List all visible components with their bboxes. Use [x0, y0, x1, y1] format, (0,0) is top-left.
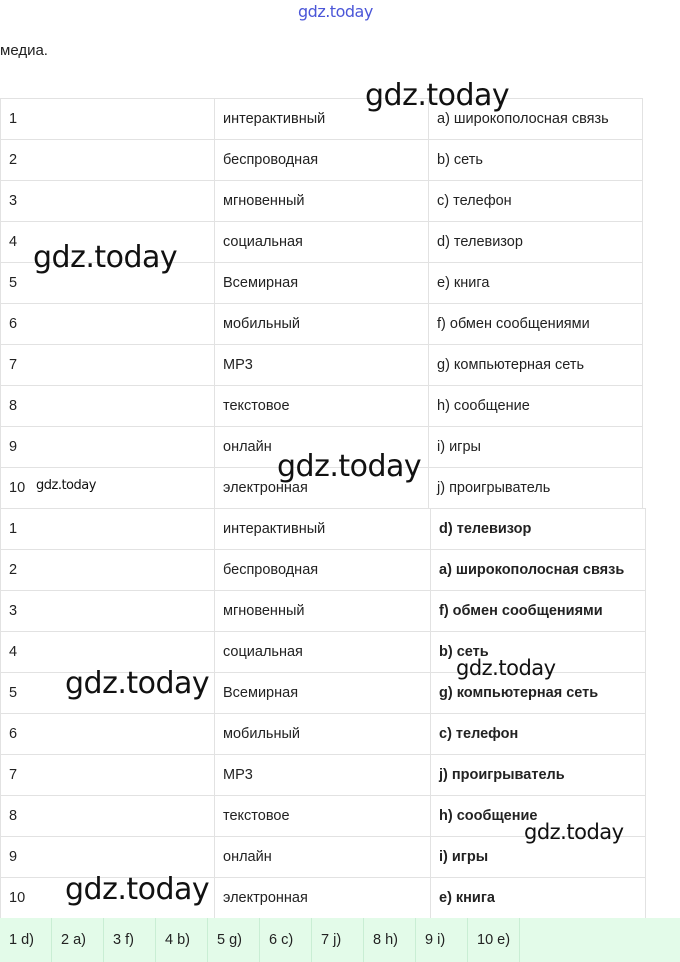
answer-item: 6 c)	[260, 918, 312, 962]
table-row	[1, 673, 646, 714]
row-word: социальная	[215, 222, 429, 263]
table-row	[1, 878, 646, 919]
row-match: f) обмен сообщениями	[431, 591, 646, 632]
row-word: текстовое	[215, 796, 431, 837]
row-match: b) сеть	[431, 632, 646, 673]
table-row	[1, 304, 643, 345]
answer-item: 5 g)	[208, 918, 260, 962]
watermark: gdz.today	[524, 820, 624, 844]
row-word: мгновенный	[215, 181, 429, 222]
row-word: социальная	[215, 632, 431, 673]
row-word: интерактивный	[215, 509, 431, 550]
watermark: gdz.today	[36, 478, 96, 493]
row-word: электронная	[215, 878, 431, 919]
row-number: 9	[1, 837, 215, 878]
row-number: 10	[1, 878, 215, 919]
row-number: 5	[1, 263, 215, 304]
row-word: мгновенный	[215, 591, 431, 632]
row-match: d) телевизор	[429, 222, 643, 263]
table-row	[1, 796, 646, 837]
row-word: беспроводная	[215, 140, 429, 181]
row-match: e) книга	[431, 878, 646, 919]
row-number: 1	[1, 509, 215, 550]
row-word: текстовое	[215, 386, 429, 427]
table-row	[1, 550, 646, 591]
row-match: g) компьютерная сеть	[431, 673, 646, 714]
answer-item: 7 j)	[312, 918, 364, 962]
row-match: b) сеть	[429, 140, 643, 181]
watermark: gdz.today	[65, 872, 210, 907]
row-number: 5	[1, 673, 215, 714]
table-row	[1, 263, 643, 304]
row-word: Всемирная	[215, 673, 431, 714]
matching-table-exercise	[0, 98, 643, 509]
table-row	[1, 591, 646, 632]
answer-item: 8 h)	[364, 918, 416, 962]
table-row	[1, 140, 643, 181]
answer-item: 10 e)	[468, 918, 520, 962]
answer-item: 9 i)	[416, 918, 468, 962]
answer-key-row	[0, 918, 680, 962]
table-row	[1, 468, 643, 509]
matching-table-answers	[0, 508, 646, 919]
row-match: i) игры	[429, 427, 643, 468]
row-match: i) игры	[431, 837, 646, 878]
row-number: 10	[1, 468, 215, 509]
row-number: 4	[1, 222, 215, 263]
table-row	[1, 632, 646, 673]
intro-text: медиа.	[0, 42, 48, 59]
table-row	[1, 345, 643, 386]
answer-item: 3 f)	[104, 918, 156, 962]
row-match: h) сообщение	[431, 796, 646, 837]
row-number: 8	[1, 796, 215, 837]
row-number: 2	[1, 140, 215, 181]
row-word: беспроводная	[215, 550, 431, 591]
watermark: gdz.today	[65, 666, 210, 701]
row-match: c) телефон	[431, 714, 646, 755]
row-match: c) телефон	[429, 181, 643, 222]
row-number: 8	[1, 386, 215, 427]
row-match: g) компьютерная сеть	[429, 345, 643, 386]
row-match: j) проигрыватель	[431, 755, 646, 796]
watermark: gdz.today	[456, 656, 556, 680]
row-number: 1	[1, 99, 215, 140]
row-number: 4	[1, 632, 215, 673]
row-number: 6	[1, 714, 215, 755]
row-match: e) книга	[429, 263, 643, 304]
row-number: 3	[1, 181, 215, 222]
row-match: d) телевизор	[431, 509, 646, 550]
answer-item: 1 d)	[0, 918, 52, 962]
watermark: gdz.today	[33, 240, 178, 275]
row-word: онлайн	[215, 837, 431, 878]
watermark: gdz.today	[298, 2, 373, 21]
row-match: a) широкополосная связь	[429, 99, 643, 140]
row-match: h) сообщение	[429, 386, 643, 427]
row-word: электронная	[215, 468, 429, 509]
row-word: MP3	[215, 345, 429, 386]
row-word: интерактивный	[215, 99, 429, 140]
row-number: 6	[1, 304, 215, 345]
row-number: 2	[1, 550, 215, 591]
row-word: мобильный	[215, 714, 431, 755]
table-row	[1, 755, 646, 796]
table-row	[1, 99, 643, 140]
row-word: мобильный	[215, 304, 429, 345]
row-word: Всемирная	[215, 263, 429, 304]
row-number: 9	[1, 427, 215, 468]
row-word: MP3	[215, 755, 431, 796]
row-number: 7	[1, 755, 215, 796]
table-row	[1, 714, 646, 755]
watermark: gdz.today	[277, 449, 422, 484]
row-number: 7	[1, 345, 215, 386]
row-number: 3	[1, 591, 215, 632]
table-row	[1, 427, 643, 468]
table-row	[1, 386, 643, 427]
table-row	[1, 222, 643, 263]
row-word: онлайн	[215, 427, 429, 468]
row-match: f) обмен сообщениями	[429, 304, 643, 345]
table-row	[1, 181, 643, 222]
watermark: gdz.today	[365, 78, 510, 113]
answer-item: 4 b)	[156, 918, 208, 962]
answer-item: 2 a)	[52, 918, 104, 962]
row-match: j) проигрыватель	[429, 468, 643, 509]
table-row	[1, 509, 646, 550]
row-match: a) широкополосная связь	[431, 550, 646, 591]
table-row	[1, 837, 646, 878]
